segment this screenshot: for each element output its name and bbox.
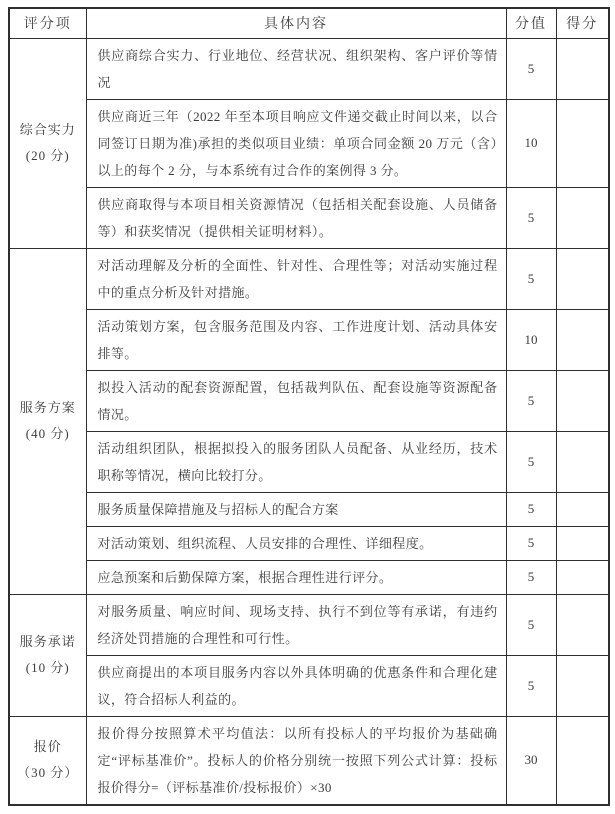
category-cell (9, 38, 86, 248)
criterion-content: 拟投入活动的配套资源配置，包括裁判队伍、配套设施等资源配备情况。 (86, 370, 506, 431)
category-total-score: (10 分) (25, 660, 70, 675)
earned-score (556, 38, 609, 99)
earned-score (556, 431, 609, 492)
earned-score (556, 594, 609, 655)
score-value: 10 (506, 99, 556, 187)
table-row (9, 38, 609, 99)
score-value: 5 (506, 431, 556, 492)
scoring-table (8, 7, 610, 806)
criterion-content: 对活动策划、组织流程、人员安排的合理性、详细程度。 (86, 526, 506, 560)
criterion-content: 报价得分按照算术平均值法：以所有投标人的平均报价为基础确定“评标基准价”。投标人的价格分别统一按照下列公式计算：投标报价得分=（评标基准价/投标报价）×30 (86, 716, 506, 805)
category-name: 服务承诺 (19, 634, 76, 649)
score-value: 5 (506, 560, 556, 594)
category-total-score: （30 分） (17, 765, 79, 780)
score-value: 30 (506, 716, 556, 805)
criterion-content: 供应商提出的本项目服务内容以外具体明确的优惠条件和合理化建议，符合招标人利益的。 (86, 655, 506, 716)
criterion-content: 供应商综合实力、行业地位、经营状况、组织架构、客户评价等情况 (86, 38, 506, 99)
earned-score (556, 655, 609, 716)
header-earned-score: 得分 (556, 8, 609, 38)
category-total-score: (20 分) (25, 148, 70, 163)
earned-score (556, 309, 609, 370)
category-total-score: (40 分) (25, 426, 70, 441)
table-row (9, 560, 609, 594)
criterion-content: 供应商近三年（2022 年至本项目响应文件递交截止时间以来，以合同签订日期为准)承担的类似项目业绩：单项合同金额 20 万元（含）以上的每个 2 分，与本系统有过合作的案例得 3 分。 (86, 99, 506, 187)
score-value: 5 (506, 594, 556, 655)
table-row (9, 431, 609, 492)
table-row (9, 370, 609, 431)
criterion-content: 活动策划方案，包含服务范围及内容、工作进度计划、活动具体安排等。 (86, 309, 506, 370)
earned-score (556, 370, 609, 431)
table-row (9, 492, 609, 526)
criterion-content: 服务质量保障措施及与招标人的配合方案 (86, 492, 506, 526)
score-value: 5 (506, 187, 556, 248)
header-content: 具体内容 (86, 8, 506, 38)
header-row (9, 8, 609, 38)
criterion-content: 供应商取得与本项目相关资源情况（包括相关配套设施、人员储备等）和获奖情况（提供相关证明材料）。 (86, 187, 506, 248)
category-cell (9, 594, 86, 716)
table-body (9, 38, 609, 805)
score-value: 10 (506, 309, 556, 370)
earned-score (556, 99, 609, 187)
earned-score (556, 716, 609, 805)
table-row (9, 309, 609, 370)
table-row (9, 655, 609, 716)
criterion-content: 应急预案和后勤保障方案，根据合理性进行评分。 (86, 560, 506, 594)
category-name: 报价 (33, 739, 62, 754)
score-value: 5 (506, 492, 556, 526)
table-row (9, 526, 609, 560)
criterion-content: 对服务质量、响应时间、现场支持、执行不到位等有承诺，有违约经济处罚措施的合理性和可行性。 (86, 594, 506, 655)
score-value: 5 (506, 655, 556, 716)
category-cell (9, 716, 86, 805)
earned-score (556, 492, 609, 526)
table-row (9, 248, 609, 309)
score-value: 5 (506, 526, 556, 560)
score-value: 5 (506, 38, 556, 99)
earned-score (556, 248, 609, 309)
score-value: 5 (506, 248, 556, 309)
header-score-value: 分值 (506, 8, 556, 38)
category-name: 服务方案 (19, 400, 76, 415)
table-row (9, 594, 609, 655)
category-cell (9, 248, 86, 594)
earned-score (556, 187, 609, 248)
earned-score (556, 526, 609, 560)
table-row (9, 716, 609, 805)
header-scoring-item: 评分项 (9, 8, 86, 38)
table-row (9, 187, 609, 248)
table-row (9, 99, 609, 187)
criterion-content: 活动组织团队，根据拟投入的服务团队人员配备、从业经历，技术职称等情况，横向比较打分。 (86, 431, 506, 492)
criterion-content: 对活动理解及分析的全面性、针对性、合理性等；对活动实施过程中的重点分析及针对措施。 (86, 248, 506, 309)
category-name: 综合实力 (19, 122, 76, 137)
earned-score (556, 560, 609, 594)
score-value: 5 (506, 370, 556, 431)
